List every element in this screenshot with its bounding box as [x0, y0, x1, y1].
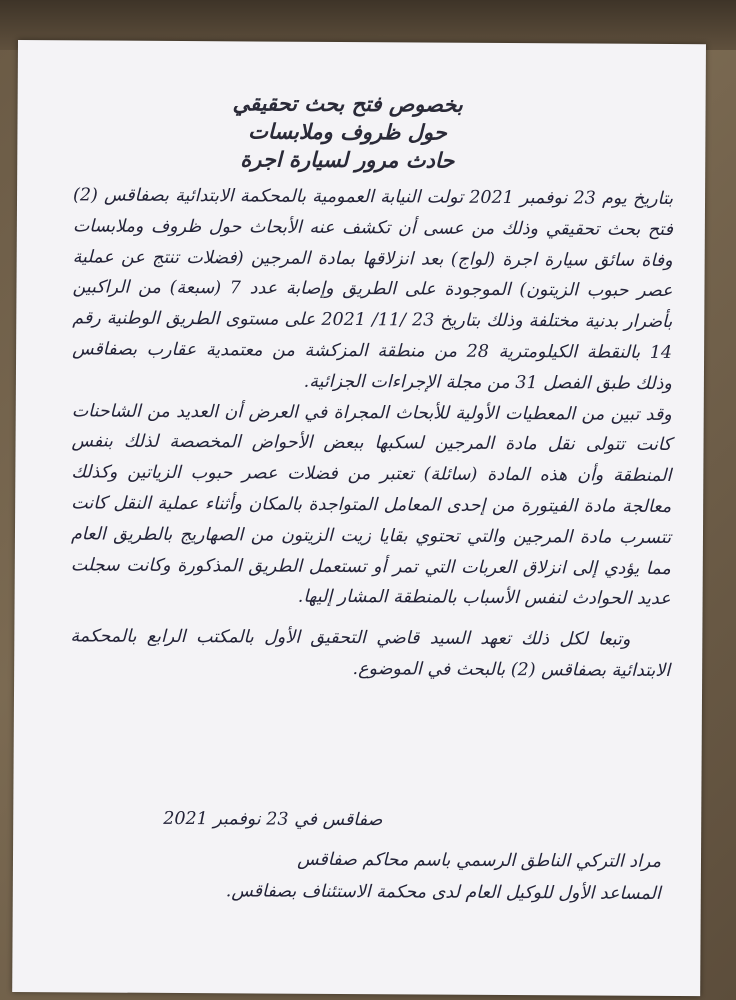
signature-block [61, 842, 661, 910]
signatory-title: المساعد الأول للوكيل العام لدى محكمة الاستئناف بصفاقس. [225, 881, 661, 904]
title-line: بخصوص فتح بحث تحقيقي [232, 90, 463, 117]
document-body [70, 180, 673, 686]
title-line: حول ظروف وملابسات [248, 118, 447, 145]
signatory-name: مراد التركي الناطق الرسمي باسم محاكم صفاقس [297, 849, 662, 872]
document-page [12, 40, 706, 996]
paragraph: بتاريخ يوم 23 نوفمبر 2021 تولت النيابة العمومية بالمحكمة الابتدائية بصفاقس (2) فتح بحث تحقيقي وذلك من عسى أن تكشف عنه الأبحاث حول ظروف وملابسات وفاة سائق سيارة اجرة (لواج) بعد انزلاقها بمادة المرجين (فضلات تنتج عن عملية عصر حبوب الزيتون) الموجودة على الطريق وإصابة عدد 7 (سبعة) من الراكبين بأضرار بدنية مختلفة وذلك بتاريخ 23 /11/ 2021 على مستوى الطريق الوطنية رقم 14 بالنقطة الكيلومترية 28 من منطقة المزكشة من معتمدية عقارب بصفاقس وذلك طبق الفصل 31 من مجلة الإجراءات الجزائية. [72, 185, 674, 394]
paragraph: وقد تبين من المعطيات الأولية للأبحاث المجراة في العرض أن العديد من الشاحنات كانت تتولى نقل مادة المرجين لسكبها ببعض الأحواض المخصصة لذلك بنفس المنطقة وأن هذه المادة (سائلة) تعتبر من فضلات عصر حبوب الزياتين وكذلك معالجة مادة الفيتورة من إحدى المعامل المتواجدة بالمكان وأثناء عملية النقل كانت تتسرب مادة المرجين والتي تحتوي بقايا زيت الزيتون من الصهاريج بالطريق العام مما يؤدي إلى انزلاق العربات التي تمر أو تستعمل الطريق المذكورة وكانت سجلت عديد الحوادث لنفس الأسباب بالمنطقة المشار إليها. [70, 400, 672, 610]
title-line: حادث مرور لسيارة اجرة [240, 146, 455, 173]
signature-date: صفاقس في 23 نوفمبر 2021 [163, 808, 383, 831]
document-title [157, 89, 538, 175]
paragraph: وتبعا لكل ذلك تعهد السيد قاضي التحقيق الأول بالمكتب الرابع بالمحكمة الابتدائية بصفاقس (2) بالبحث في الموضوع. [70, 626, 671, 681]
